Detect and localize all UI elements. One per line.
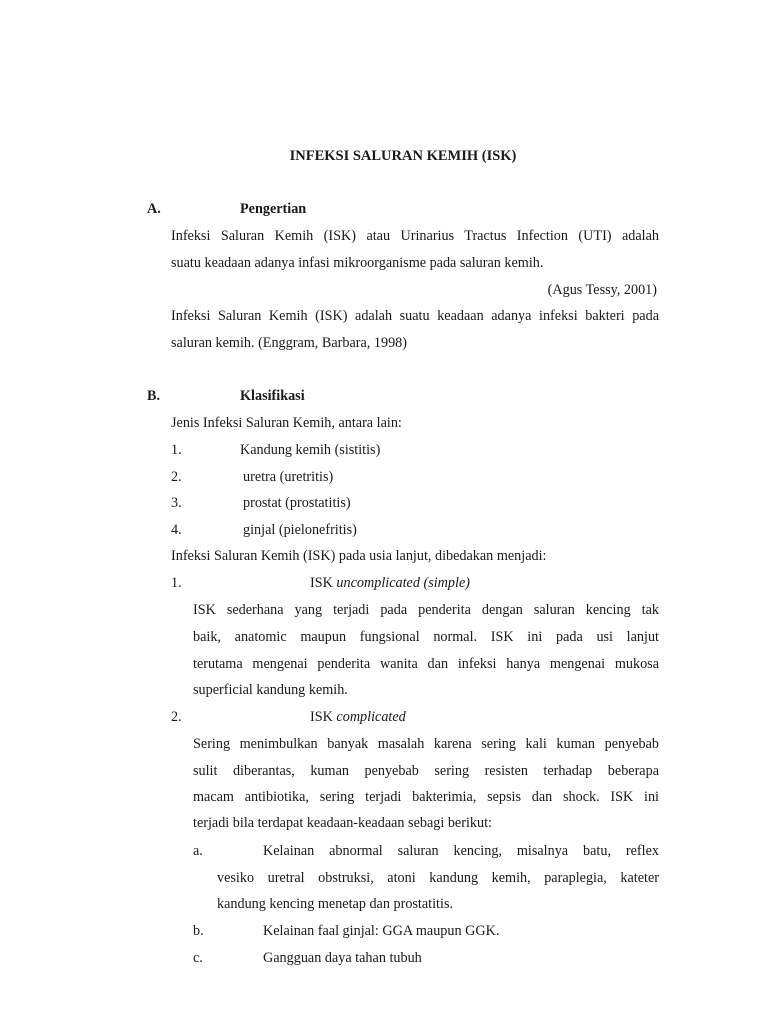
type-number: 1. (171, 442, 182, 458)
section-a-heading: Pengertian (240, 201, 307, 217)
item1-line: terutama mengenai penderita wanita dan infeksi hanya mengenai mukosa (193, 656, 659, 672)
elderly-item2-label (310, 709, 406, 726)
item1-line: superficial kandung kemih. (193, 682, 348, 698)
type-number: 4. (171, 522, 182, 538)
section-a-paragraph1-line2: suatu keadaan adanya infasi mikroorganisme pada saluran kemih. (171, 255, 544, 271)
elderly-item1-label-prefix: ISK (310, 575, 337, 591)
subitem-line: Gangguan daya tahan tubuh (263, 950, 422, 966)
section-a-paragraph2-line2: saluran kemih. (Enggram, Barbara, 1998) (171, 335, 407, 351)
citation-agus-tessy: (Agus Tessy, 2001) (547, 282, 657, 298)
section-a-letter: A. (147, 201, 161, 217)
subitem-line: vesiko uretral obstruksi, atoni kandung kemih, paraplegia, kateter (217, 870, 659, 886)
type-item: ginjal (pielonefritis) (243, 522, 357, 538)
item2-line: Sering menimbulkan banyak masalah karena sering kali kuman penyebab (193, 736, 659, 752)
elderly-item1-label (310, 575, 470, 592)
elderly-item2-number: 2. (171, 709, 182, 725)
item1-line: ISK sederhana yang terjadi pada penderita dengan saluran kencing tak (193, 602, 659, 618)
section-b-letter: B. (147, 388, 161, 404)
type-number: 2. (171, 469, 182, 485)
item2-line: sulit diberantas, kuman penyebab sering resisten terhadap beberapa (193, 763, 659, 779)
type-number: 3. (171, 495, 182, 511)
subitem-line: Kelainan abnormal saluran kencing, misalnya batu, reflex (263, 843, 659, 859)
item2-line: macam antibiotika, sering terjadi bakterimia, sepsis dan shock. ISK ini (193, 789, 659, 805)
subitem-letter: a. (193, 843, 203, 859)
elderly-item2-label-italic: complicated (336, 709, 406, 725)
section-b-heading: Klasifikasi (240, 388, 305, 404)
subitem-line: Kelainan faal ginjal: GGA maupun GGK. (263, 923, 500, 939)
type-item: uretra (uretritis) (243, 469, 334, 485)
subitem-letter: b. (193, 923, 204, 939)
type-item: Kandung kemih (sistitis) (240, 442, 381, 458)
subitem-letter: c. (193, 950, 203, 966)
item2-line: terjadi bila terdapat keadaan-keadaan sebagi berikut: (193, 815, 492, 831)
section-a-paragraph2-line1: Infeksi Saluran Kemih (ISK) adalah suatu keadaan adanya infeksi bakteri pada (171, 308, 659, 324)
item1-line: baik, anatomic maupun fungsional normal. ISK ini pada usi lanjut (193, 629, 659, 645)
subitem-line: kandung kencing menetap dan prostatitis. (217, 896, 454, 912)
elderly-item2-label-prefix: ISK (310, 709, 337, 725)
elderly-intro: Infeksi Saluran Kemih (ISK) pada usia lanjut, dibedakan menjadi: (171, 548, 547, 564)
type-item: prostat (prostatitis) (243, 495, 351, 511)
classification-intro: Jenis Infeksi Saluran Kemih, antara lain: (171, 415, 402, 431)
elderly-item1-number: 1. (171, 575, 182, 591)
section-a-paragraph1-line1: Infeksi Saluran Kemih (ISK) atau Urinarius Tractus Infection (UTI) adalah (171, 228, 659, 244)
document-title: INFEKSI SALURAN KEMIH (ISK) (289, 148, 517, 164)
elderly-item1-label-italic: uncomplicated (simple) (336, 575, 470, 591)
